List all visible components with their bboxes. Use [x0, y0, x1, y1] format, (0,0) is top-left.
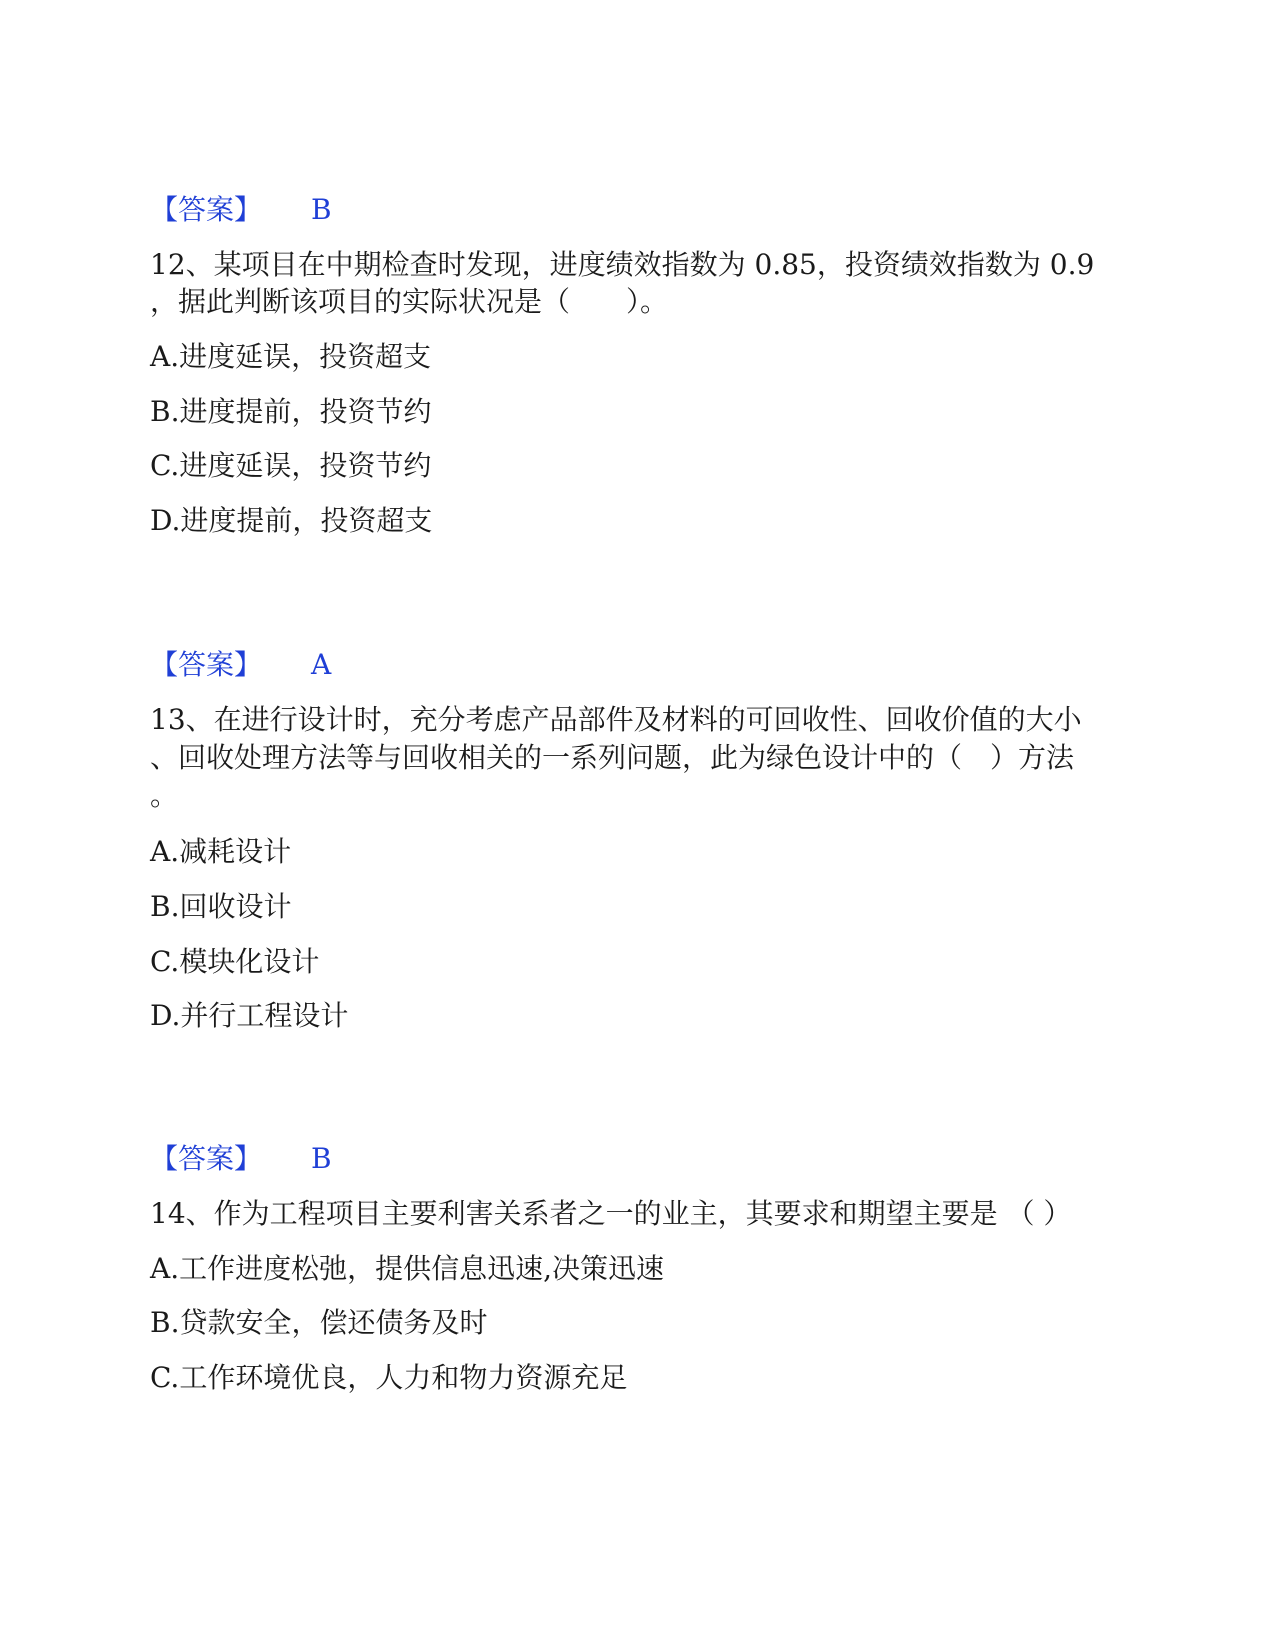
question-text: 。 — [150, 779, 179, 812]
question-text: 12、某项目在中期检查时发现，进度绩效指数为 0.85，投资绩效指数为 0.9 — [150, 248, 1095, 281]
question-text: 、回收处理方法等与回收相关的一系列问题，此为绿色设计中的（ ）方法 — [150, 741, 1075, 774]
answer-value: B — [311, 193, 332, 226]
option-a: A.减耗设计 — [150, 835, 292, 868]
option-b: B.进度提前，投资节约 — [150, 395, 432, 428]
answer-line — [150, 647, 332, 683]
answer-value: B — [311, 1142, 332, 1175]
question-text: 13、在进行设计时，充分考虑产品部件及材料的可回收性、回收价值的大小 — [150, 703, 1082, 736]
option-b: B.回收设计 — [150, 890, 292, 923]
option-a: A.进度延误，投资超支 — [150, 340, 432, 373]
option-a: A.工作进度松弛，提供信息迅速,决策迅速 — [150, 1252, 665, 1285]
question-text: ，据此判断该项目的实际状况是（ ）。 — [150, 285, 669, 318]
option-b: B.贷款安全，偿还债务及时 — [150, 1306, 488, 1339]
option-d: D.进度提前，投资超支 — [150, 504, 433, 537]
answer-label: 【答案】 — [150, 1142, 263, 1175]
answer-label: 【答案】 — [150, 193, 263, 226]
answer-line — [150, 192, 332, 228]
option-c: C.工作环境优良，人力和物力资源充足 — [150, 1361, 628, 1394]
answer-line — [150, 1141, 332, 1177]
option-c: C.进度延误，投资节约 — [150, 449, 432, 482]
answer-label: 【答案】 — [150, 648, 263, 681]
answer-value: A — [311, 648, 332, 681]
option-c: C.模块化设计 — [150, 945, 320, 978]
question-text: 14、作为工程项目主要利害关系者之一的业主，其要求和期望主要是 （ ） — [150, 1197, 1072, 1230]
option-d: D.并行工程设计 — [150, 999, 349, 1032]
